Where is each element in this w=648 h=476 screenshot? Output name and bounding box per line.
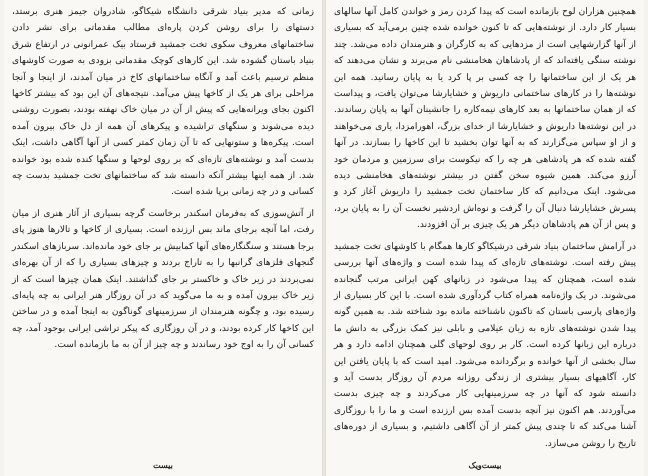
left-page-text <box>12 4 314 354</box>
left-page <box>4 0 322 476</box>
right-paragraph-2: در آرامش ساختمان بنیاد شرقی درشیکاگو کارها همگام با کاوشهای تخت جمشید پیش رفته است. نوشته‌های تازه‌ای که پیدا شده است و واژه‌های آنها بررسی شده است، همچنان که پیدا می‌شود در زبانهای کهن ایرانی مرتب گنجانده می‌شوند. در یک واژه‌نامه همراه کتاب گردآوری شده است. با این کار بسیاری از واژه‌های پارسی باستان که تاکنون ناشناخته مانده بود شناخته شد. به همین گونه پیدا شدن نوشته‌های تازه به زبان عیلامی و بابلی نیز کمک بزرگی به دانش ما درباره این زبانها کرده است. کار بر روی لوحهای گلی همچنان ادامه دارد و هر سال بخشی از آنها خوانده و برگردانده می‌شود. امید است که با پایان یافتن این کار، آگاهیهای بسیار بیشتری از زندگی روزانه مردم آن روزگار بدست آید و دانسته شود که آنها در چه سرزمینهایی کار می‌کردند و چه چیزی بدست می‌آوردند. هم اکنون نیز آنچه بدست آمده بس ارزنده است و ما را با روزگاری آشنا می‌کند که تا چندی پیش کمتر از آن آگاهی داشتیم، و بسیاری از دوره‌های تاریخ را روشن می‌سازد. <box>334 241 636 449</box>
right-page-number: بیست‌ویک <box>468 460 502 470</box>
right-paragraph-1: همچنین هزاران لوح بازمانده است که پیدا کردن رمز و خواندن کامل آنها سالهای بسیار کار دارد. از نوشته‌هایی که تا کنون خوانده شده چنین برمی‌آید که بسیاری از آنها گزارشهایی است از مزدهایی که به کارگران و هنرمندان داده می‌شد. چند نوشته سنگی یافته‌اند که از پادشاهان هخامنشی نام می‌برند و نشان می‌دهند که هر یک از این ساختمانها را چه کسی بر پا کرد یا به پایان رسانید. همه این نوشته‌ها را در کارهای ساختمانی داریوش و خشایارشا می‌توان یافت، و پیداست که از همان ساختمانها به بعد کارهای نیمه‌کاره را جانشینان آنها به پایان رساندند. در این نوشته‌ها داریوش و خشایارشا از خدای بزرگ، اهورامزدا، یاری می‌خواهند و از او سپاس می‌گزارند که به آنها توان بخشید تا این کاخها را بسازند. در آنها گفته شده که هر پادشاهی هر چه را که نیکوست برای سرزمین و مردمان خود آرزو می‌کند. همین شیوه سخن گفتن در بیشتر نوشته‌های هخامنشی دیده می‌شود. اینک می‌دانیم که کار ساختمان تخت جمشید را داریوش آغاز کرد و پسرش خشایارشا دنبال آن را گرفت و نوه‌اش اردشیر نخست آن را به پایان برد، و پس از آن هم پادشاهان دیگر هر یک چیزی بر آن افزودند. <box>334 7 636 231</box>
right-page <box>326 0 644 476</box>
right-page-text <box>334 4 636 452</box>
left-page-number: بیست <box>153 460 173 470</box>
left-paragraph-1: زمانی که مدیر بنیاد شرقی دانشگاه شیکاگو، شادروان جیمز هنری برستد، دستهای را برای روشن کردن پاره‌ای مطالب مقدماتی برای نشر دادن ساختمانهای معروف سکوی تخت جمشید فرستاد بیک عمرانونی در ارتفاع شرق بنیاد باستان گشوده شد. این کارهای کوچک مقدماتی بزودی به صورت کاوشهای منظم ترسیم باعث آمد و آنگاه ساختمانهای کاخ در میان آمدند، از اینجا و آنجا مراحلی برای هر یک از کاخها پیش می‌آمد. نتیجه‌های آن این بود که بیشتر کاخها اکنون بجای ویرانه‌هایی که پیش از آن در میان خاک نهفته بودند، بصورت روشنی دیده می‌شوند و سنگهای تراشیده و پیکرهای آن همه از دل خاک بیرون آمده است. پیکره‌ها و ستونهایی که تا آن زمان کمتر کسی از آنها آگاهی داشت، اینک بدست آمد و نوشته‌های تازه‌ای که بر روی لوحها و سنگها کنده شده بود خوانده شد. از همه اینها بیشتر آنکه دانسته شد که ساختمانهای تخت جمشید بدست چه کسانی و در چه زمانی برپا شده است. <box>12 7 314 198</box>
left-paragraph-2: از آتش‌سوزی که به‌فرمان اسکندر برخاست گرچه بسیاری از آثار هنری از میان رفت، اما آنچه برجای ماند بس ارزنده است. بسیاری از کاخها و تالارها هنوز پای برجا هستند و سنگنگاره‌های آنها کمابیش بر جای خود مانده‌اند. سربازهای اسکندر گنجهای فلزهای گرانبها را به تاراج بردند و چیزهای بسیاری را که از آن بهره‌ای نمی‌بردند در زیر خاک و خاکستر بر جای گذاشتند. اینک همان چیزها است که از زیر خاک بیرون آمده و به ما می‌گوید که در آن روزگار هنر ایرانی به چه پایه‌ای رسیده بود، و چگونه هنرمندان از سرزمینهای گوناگون به اینجا آمده و در ساختن این کاخها کار کرده بودند، و در آن روزگاری که پیکر تراشی ایرانی بوجود آمد، چه کسانی آن را به اوج خود رساندند و چه چیز از آن به ما بازمانده است. <box>12 208 314 351</box>
